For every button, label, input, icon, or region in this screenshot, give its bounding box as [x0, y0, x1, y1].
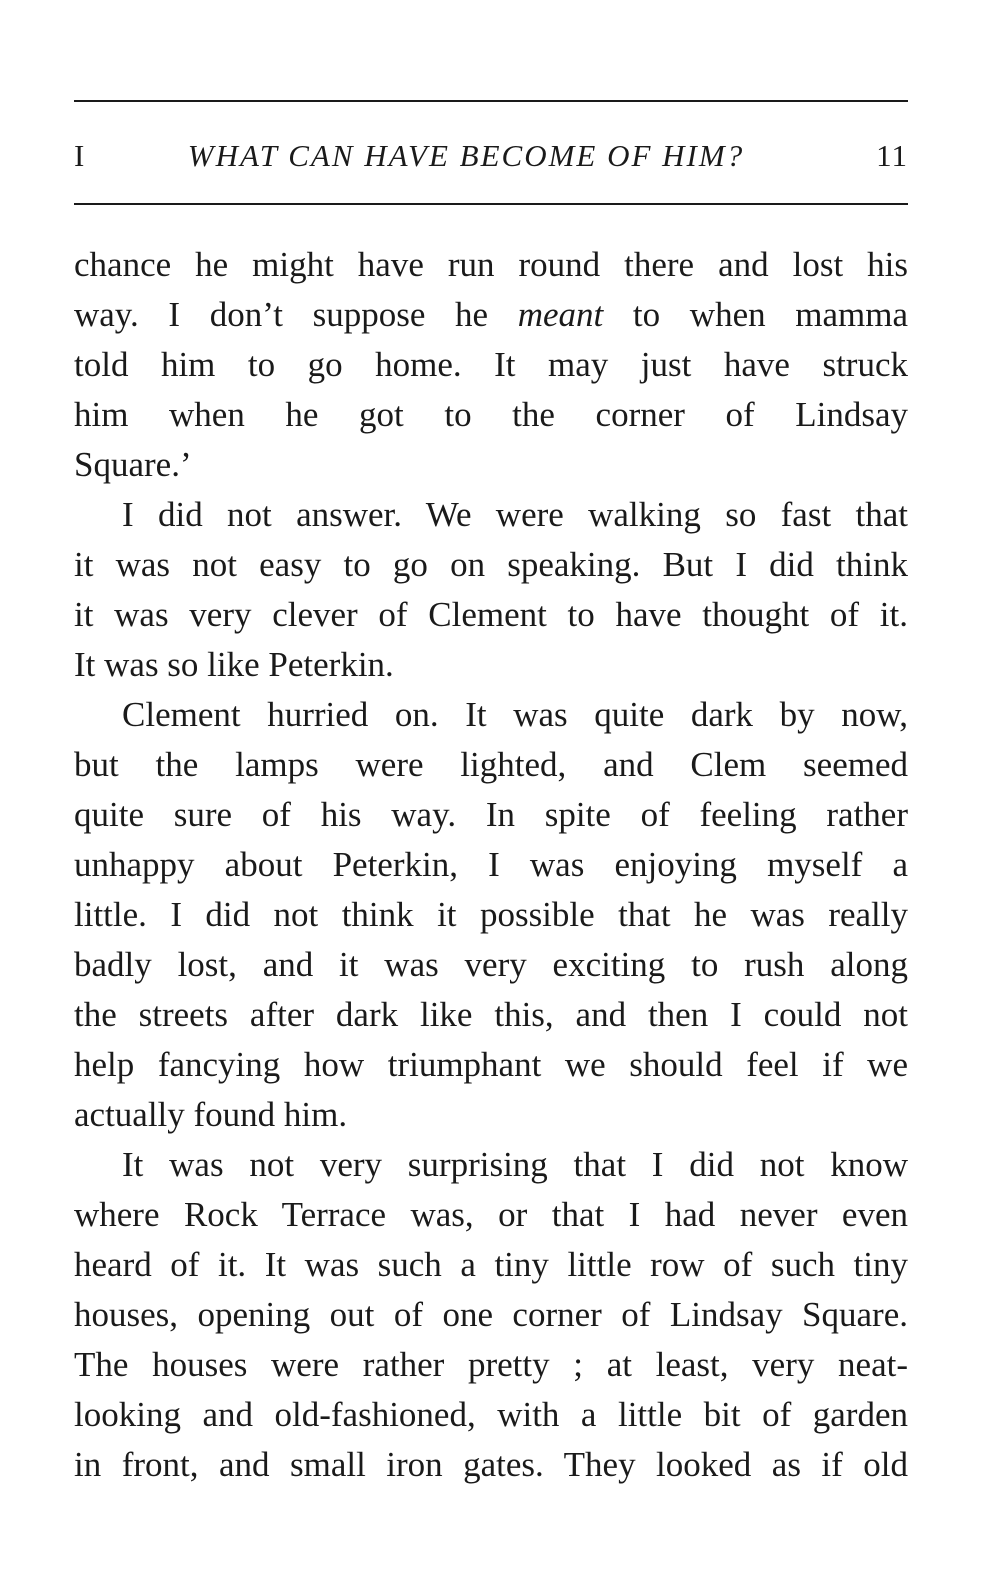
text-line: chance he might have run round there and lost his: [74, 245, 908, 284]
text-line: Clement hurried on. It was quite dark by now,: [122, 695, 908, 734]
header-top-rule: [74, 100, 908, 102]
text-line: it was very clever of Clement to have thought of it.: [74, 595, 908, 634]
text-line: little. I did not think it possible that he was really: [74, 895, 908, 934]
body-text: [74, 240, 908, 1490]
text-line: houses, opening out of one corner of Lindsay Square.: [74, 1295, 908, 1334]
text-line: in front, and small iron gates. They looked as if old: [74, 1445, 908, 1484]
text-line: badly lost, and it was very exciting to rush along: [74, 945, 908, 984]
text-line: I did not answer. We were walking so fast that: [122, 495, 908, 534]
text-line-segment: to when mamma: [603, 295, 908, 334]
text-line: Square.’: [74, 445, 192, 484]
text-line: but the lamps were lighted, and Clem seemed: [74, 745, 908, 784]
running-header: [74, 133, 908, 179]
text-line: heard of it. It was such a tiny little row of such tiny: [74, 1245, 908, 1284]
text-line: it was not easy to go on speaking. But I did think: [74, 545, 908, 584]
italic-emphasis: meant: [517, 295, 604, 334]
text-line: told him to go home. It may just have struck: [74, 345, 908, 384]
text-line: It was not very surprising that I did not know: [122, 1145, 908, 1184]
chapter-number: I: [74, 138, 85, 173]
text-line: quite sure of his way. In spite of feeling rather: [74, 795, 908, 834]
running-title: WHAT CAN HAVE BECOME OF HIM?: [187, 138, 745, 173]
text-line: [74, 290, 908, 340]
page-number: 11: [876, 138, 908, 173]
text-line: actually found him.: [74, 1095, 348, 1134]
text-line: help fancying how triumphant we should feel if we: [74, 1045, 908, 1084]
text-line: him when he got to the corner of Lindsay: [74, 395, 908, 434]
text-line: where Rock Terrace was, or that I had never even: [74, 1195, 908, 1234]
text-line: looking and old-fashioned, with a little bit of garden: [74, 1395, 908, 1434]
text-line: the streets after dark like this, and then I could not: [74, 995, 908, 1034]
text-line: It was so like Peterkin.: [74, 645, 394, 684]
header-bottom-rule: [74, 203, 908, 205]
text-line: The houses were rather pretty ; at least, very neat-: [74, 1345, 908, 1384]
text-line: unhappy about Peterkin, I was enjoying myself a: [74, 845, 908, 884]
text-line-segment: way. I don’t suppose he: [74, 295, 518, 334]
